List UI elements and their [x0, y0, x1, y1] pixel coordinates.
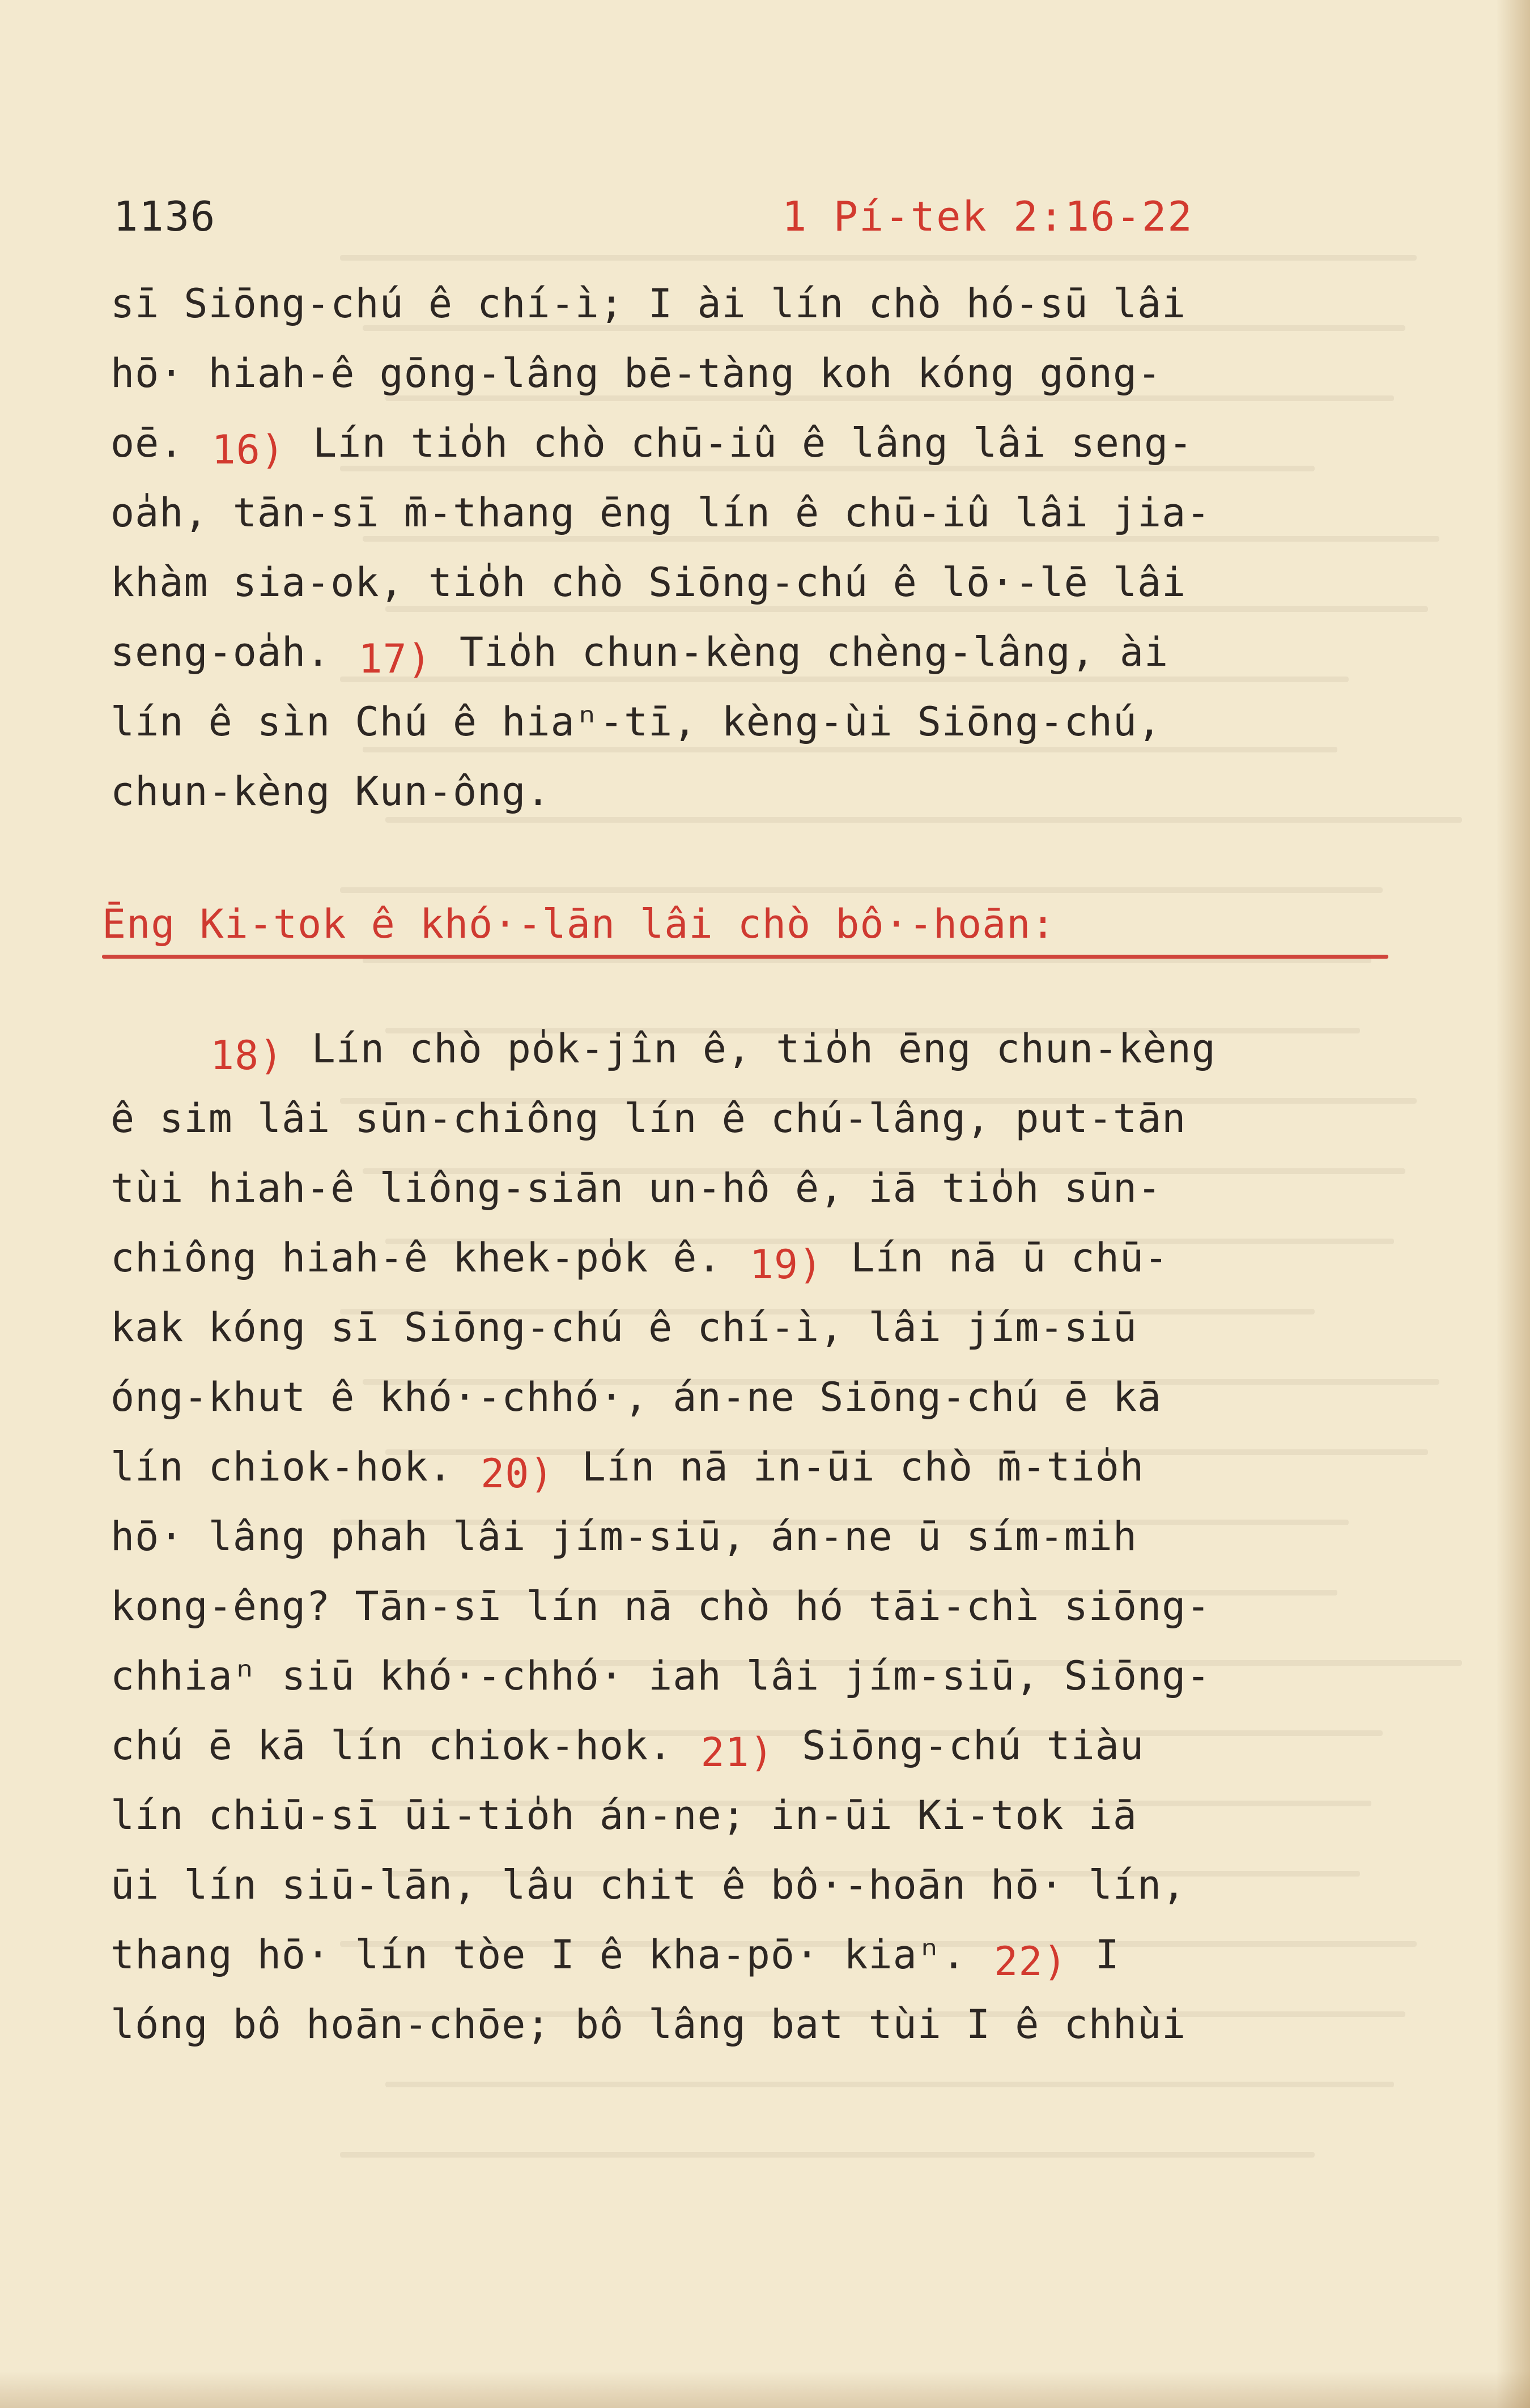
line-text: kak kóng sī Siōng-chú ê chí-ì, lâi jím-siū [110, 1304, 1138, 1351]
text-line [110, 1572, 1391, 1641]
running-head: 1 Pí-tek 2:16-22 [782, 193, 1193, 240]
text-line [110, 1223, 1391, 1293]
bleed-through-line [340, 2152, 1315, 2158]
text-line [110, 409, 1391, 478]
bleed-through-line [340, 887, 1383, 893]
line-text: chiông hiah-ê khek-po̍k ê. [110, 1235, 746, 1281]
line-text: hō· lâng phah lâi jím-siū, án-ne ū sím-mih [110, 1513, 1138, 1560]
verse-number: 22) [994, 1938, 1068, 1985]
line-text: lín chiū-sī ūi-tio̍h án-ne; in-ūi Ki-tok iā [110, 1792, 1138, 1839]
line-text: Siōng-chú tiàu [777, 1722, 1145, 1769]
line-text: Lín nā ū chū- [826, 1235, 1169, 1281]
section-heading [102, 901, 1394, 963]
line-text: seng-oa̍h. [110, 629, 355, 675]
verse-number: 18) [210, 1032, 284, 1079]
text-line [110, 687, 1391, 757]
line-text: chú ē kā lín chiok-hok. [110, 1722, 698, 1769]
line-text: I [1070, 1931, 1120, 1978]
text-line [110, 1641, 1391, 1711]
line-text: tùi hiah-ê liông-siān un-hô ê, iā tio̍h sūn- [110, 1165, 1162, 1211]
text-line [110, 618, 1391, 687]
text-line [110, 1432, 1391, 1502]
text-line [110, 1990, 1391, 2060]
text-line [110, 1154, 1391, 1223]
text-line [110, 339, 1391, 409]
section-heading-text: Ēng Ki-tok ê khó·-lān lâi chò bô·-hoān: [102, 901, 1056, 947]
line-text: Tio̍h chun-kèng chèng-lâng, ài [435, 629, 1169, 675]
verse-number: 19) [749, 1241, 823, 1288]
text-line [110, 1084, 1391, 1154]
page-edge-shadow [1496, 0, 1530, 2408]
verse-number: 20) [481, 1450, 554, 1497]
line-text: sī Siōng-chú ê chí-ì; I ài lín chò hó-sū lâi [110, 280, 1187, 327]
text-line [110, 1920, 1391, 1990]
page-number: 1136 [113, 193, 216, 240]
text-line [110, 1363, 1391, 1432]
line-text: ūi lín siū-lān, lâu chit ê bô·-hoān hō· lín, [110, 1862, 1187, 1908]
line-text: thang hō· lín tòe I ê kha-pō· kiaⁿ. [110, 1931, 991, 1978]
line-text: lín ê sìn Chú ê hiaⁿ-tī, kèng-ùi Siōng-chú, [110, 699, 1162, 745]
text-line [110, 548, 1391, 618]
line-text: chhiaⁿ siū khó·-chhó· iah lâi jím-siū, Siōng- [110, 1653, 1211, 1699]
text-line [110, 269, 1391, 339]
line-text: hō· hiah-ê gōng-lâng bē-tàng koh kóng gōng- [110, 350, 1162, 397]
text-line [110, 757, 1391, 827]
paragraph-2 [110, 1014, 1391, 2060]
line-text: ê sim lâi sūn-chiông lín ê chú-lâng, put-tān [110, 1095, 1187, 1142]
verse-number: 16) [211, 427, 286, 473]
text-line [110, 1781, 1391, 1850]
text-line [110, 1711, 1391, 1781]
line-text: óng-khut ê khó·-chhó·, án-ne Siōng-chú ē kā [110, 1374, 1162, 1420]
text-line [110, 1502, 1391, 1572]
page-bottom-shadow [0, 2371, 1530, 2408]
text-line [110, 1014, 1391, 1084]
line-text: oē. [110, 420, 209, 466]
section-heading-underline [102, 955, 1388, 959]
line-text: chun-kèng Kun-ông. [110, 768, 551, 815]
verse-number: 21) [700, 1729, 774, 1776]
line-text: Lín nā in-ūi chò m̄-tio̍h [557, 1444, 1145, 1490]
bleed-through-line [340, 255, 1417, 261]
line-text: lín chiok-hok. [110, 1444, 478, 1490]
line-text: Lín tio̍h chò chū-iû ê lâng lâi seng- [288, 420, 1193, 466]
line-text: lóng bô hoān-chōe; bô lâng bat tùi I ê chhùi [110, 2001, 1187, 2048]
line-text: oa̍h, tān-sī m̄-thang ēng lín ê chū-iû lâi jia- [110, 490, 1211, 536]
line-text: kong-êng? Tān-sī lín nā chò hó tāi-chì siōng- [110, 1583, 1211, 1630]
page-header [113, 193, 1247, 255]
text-line [110, 1293, 1391, 1363]
text-line [110, 478, 1391, 548]
line-text: Lín chò po̍k-jîn ê, tio̍h ēng chun-kèng [287, 1026, 1216, 1072]
bleed-through-line [385, 2082, 1394, 2087]
line-text: khàm sia-ok, tio̍h chò Siōng-chú ê lō·-lē lâi [110, 559, 1187, 606]
verse-number: 17) [358, 636, 432, 682]
paragraph-1 [110, 269, 1391, 827]
text-line [110, 1850, 1391, 1920]
